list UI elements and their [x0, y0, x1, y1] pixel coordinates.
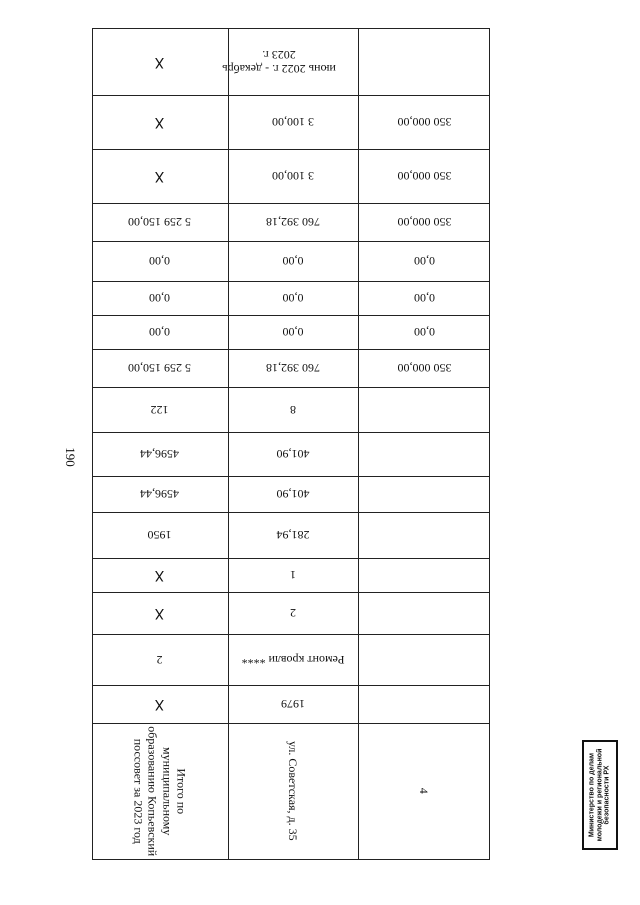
- cell: [359, 387, 490, 432]
- cell: 122: [91, 387, 229, 432]
- cell: 1: [228, 558, 359, 592]
- table-row: [92, 512, 490, 559]
- table-row: [92, 723, 490, 860]
- table-row: [92, 432, 490, 477]
- cell: 760 392,18: [228, 203, 359, 241]
- table-row: [92, 634, 490, 686]
- cell: [359, 685, 490, 723]
- table-row: [92, 315, 490, 350]
- table-row: [92, 28, 490, 96]
- cell: 0,00: [228, 281, 359, 315]
- cell: 0,00: [91, 315, 229, 349]
- cell: [359, 512, 490, 558]
- cell: 1950: [91, 512, 229, 558]
- cell: 1979: [228, 685, 359, 723]
- total-label-cell: Итого по муниципальному образованию Копьевский поссовет за 2023 год: [131, 726, 189, 856]
- cell: 4596,44: [91, 476, 229, 512]
- cell: [359, 634, 490, 685]
- cell: [359, 476, 490, 512]
- cell: 401,90: [228, 476, 359, 512]
- row-number: 4: [417, 788, 432, 795]
- cell: Х: [91, 149, 229, 203]
- cell: 0,00: [414, 325, 435, 340]
- cell: 0,00: [228, 315, 359, 349]
- cell: Х: [91, 558, 229, 592]
- address-cell: ул. Советская, д. 35: [286, 741, 301, 841]
- cell: 350 000,00: [397, 361, 452, 376]
- cell: 0,00: [228, 241, 359, 281]
- table-row: [92, 685, 490, 724]
- table-row: [92, 203, 490, 242]
- cell: 401,90: [228, 432, 359, 476]
- table-row: [92, 281, 490, 316]
- cell: 0,00: [91, 281, 229, 315]
- cell: Х: [91, 685, 229, 723]
- cell: [359, 558, 490, 592]
- cell: 5 259 150,00: [91, 203, 229, 241]
- cell: 2: [91, 634, 229, 685]
- cell: 760 392,18: [228, 349, 359, 387]
- table-row: [92, 558, 490, 593]
- cell: 3 100,00: [228, 149, 359, 203]
- page-number: 190: [62, 447, 78, 467]
- cell: 3 100,00: [228, 95, 359, 149]
- cell: 350 000,00: [397, 115, 452, 130]
- cell: 350 000,00: [397, 169, 452, 184]
- stamp-text: Министерство по делам молодежи и региональной безопасности РХ: [588, 748, 611, 842]
- table-row: [92, 476, 490, 513]
- cell: 8: [228, 387, 359, 432]
- table-row: [92, 349, 490, 388]
- data-table: [92, 28, 490, 860]
- table-row: [92, 387, 490, 433]
- cell: 350 000,00: [397, 215, 452, 230]
- cell: Х: [91, 95, 229, 149]
- cell: 4596,44: [91, 432, 229, 476]
- cell: 0,00: [414, 254, 435, 269]
- table-row: [92, 149, 490, 204]
- table-row: [92, 95, 490, 150]
- cell: [359, 592, 490, 634]
- cell: [359, 29, 490, 95]
- period-cell: июнь 2022 г. - декабрь 2023 г.: [200, 29, 359, 95]
- cell: 0,00: [91, 241, 229, 281]
- ministry-stamp: [582, 740, 618, 850]
- cell: Х: [91, 29, 229, 95]
- cell: Х: [91, 592, 229, 634]
- cell: 281,94: [228, 512, 359, 558]
- cell: 5 259 150,00: [91, 349, 229, 387]
- cell: Ремонт кровли ****: [228, 634, 359, 685]
- cell: 0,00: [414, 291, 435, 306]
- table-row: [92, 592, 490, 635]
- cell: 2: [228, 592, 359, 634]
- table-row: [92, 241, 490, 282]
- cell: [359, 432, 490, 476]
